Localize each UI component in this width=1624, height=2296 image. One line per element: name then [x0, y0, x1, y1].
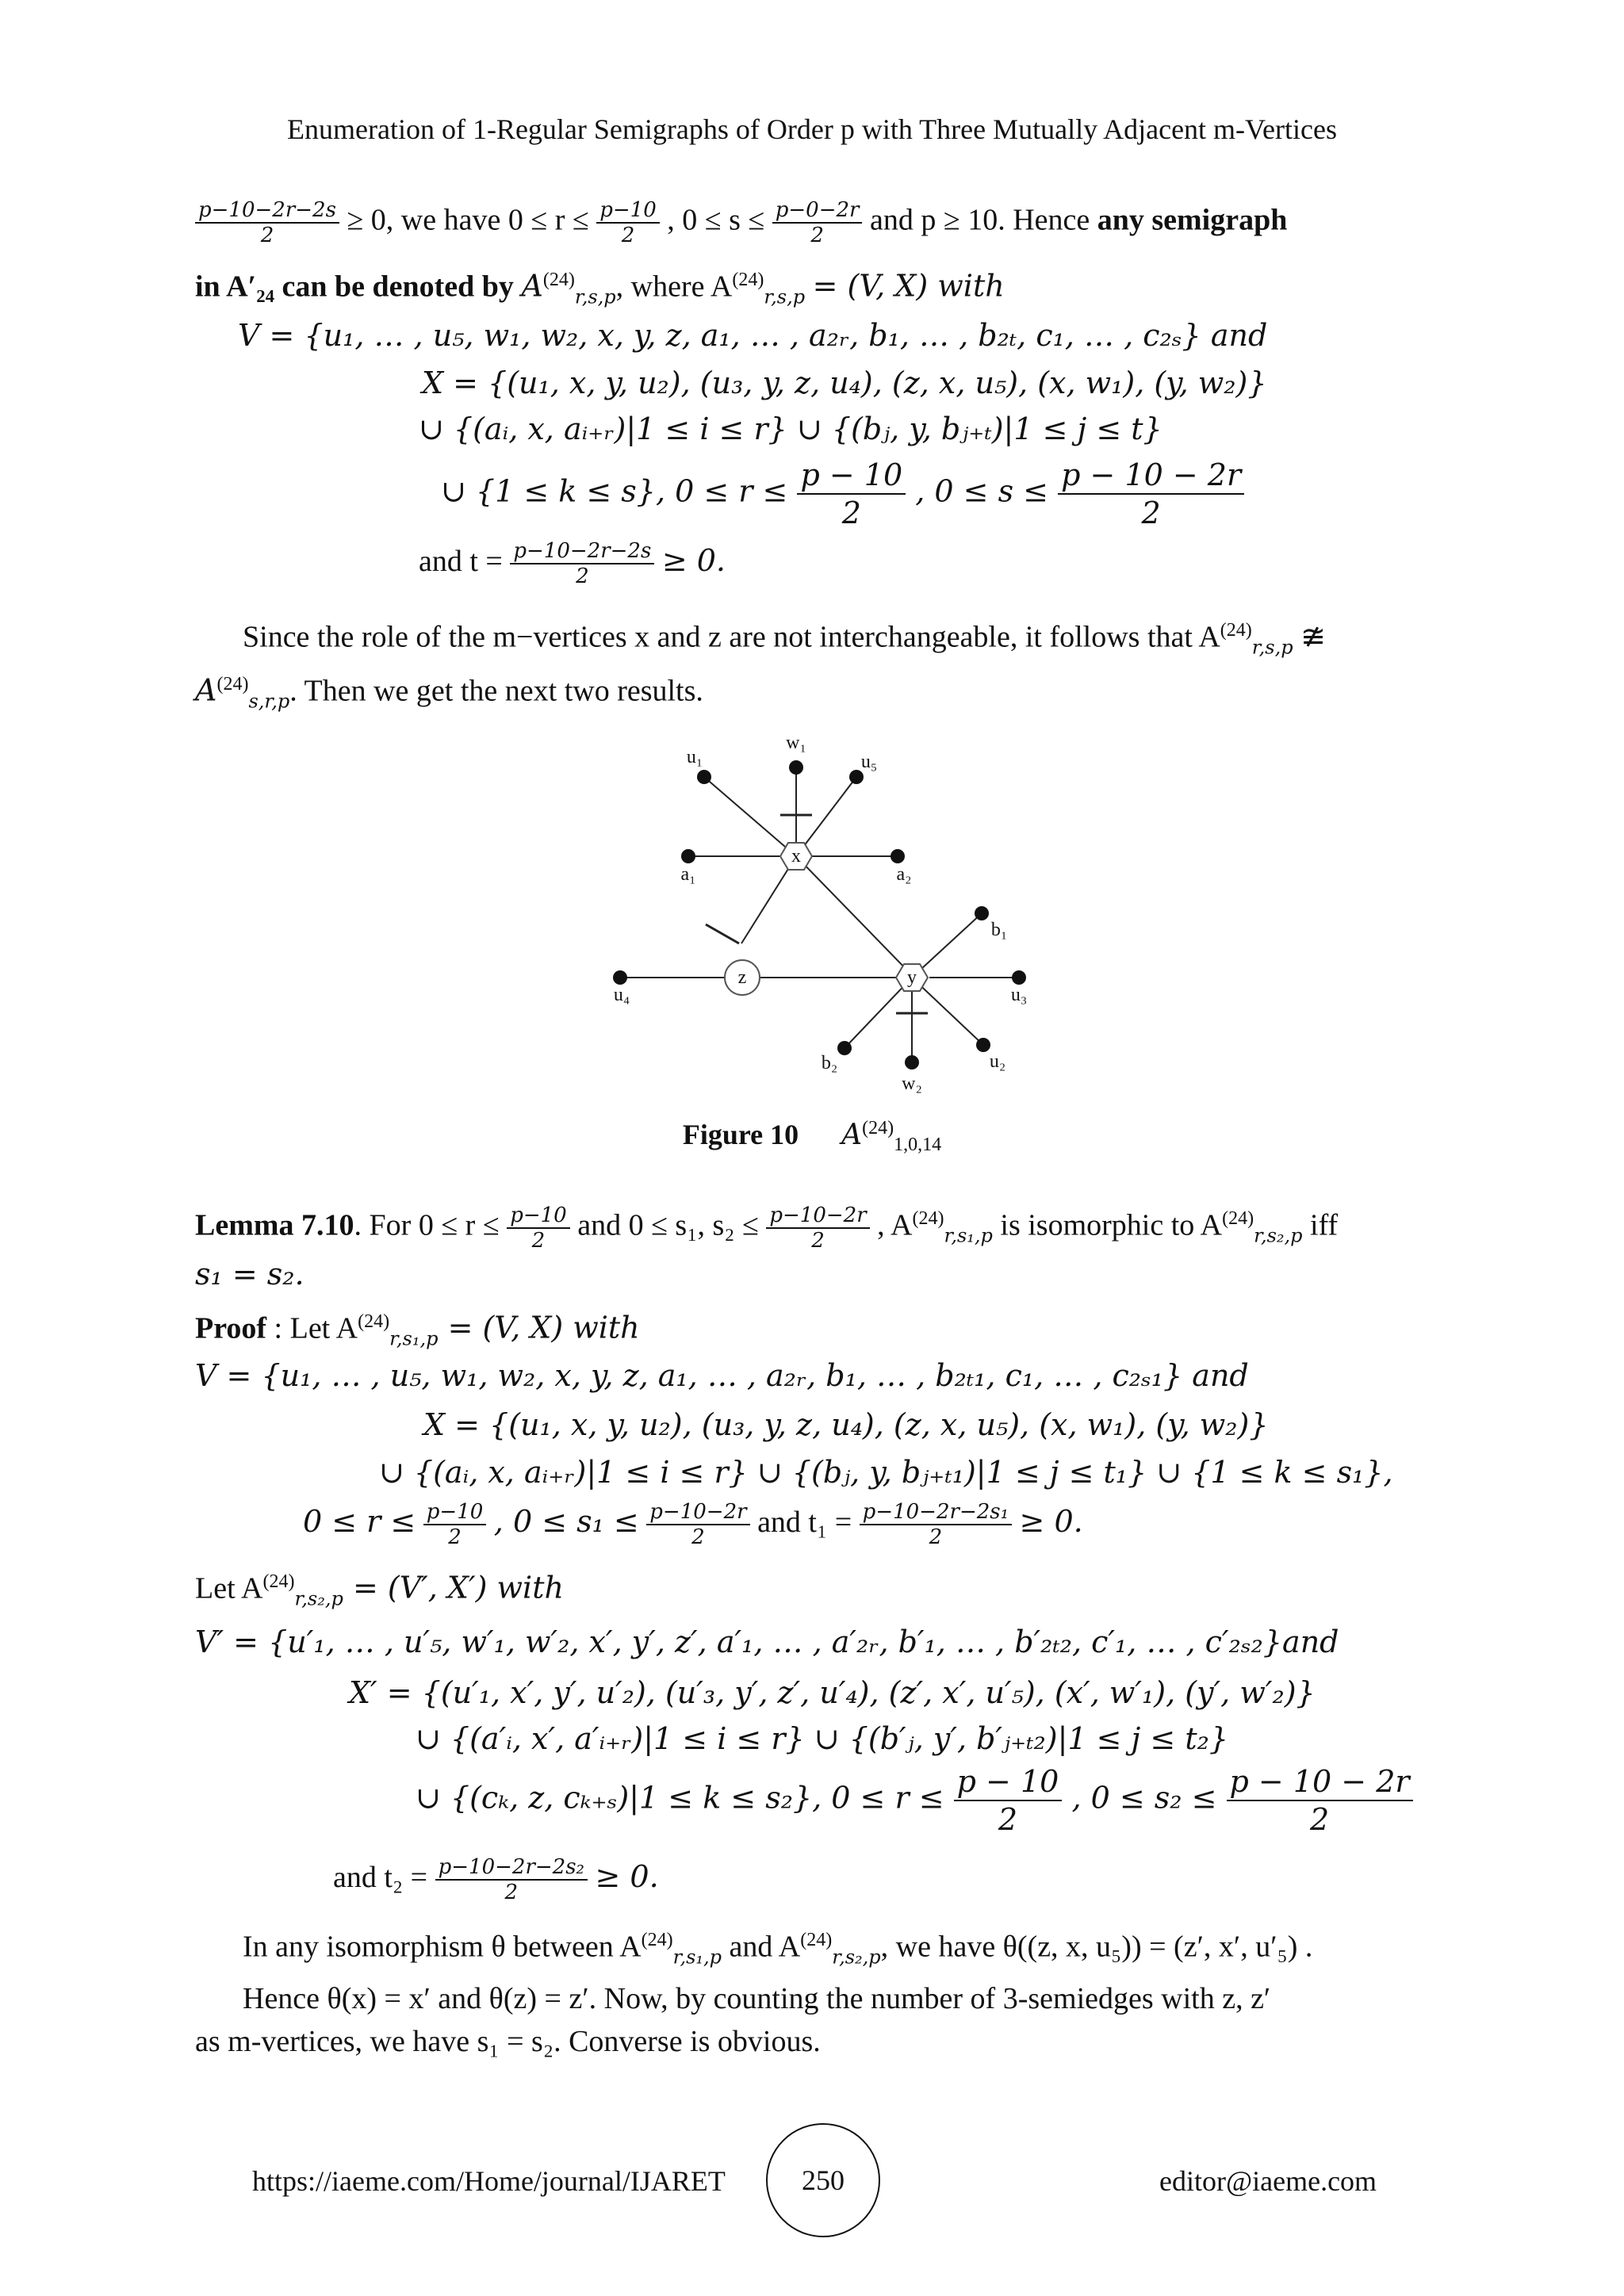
- proof-Vprime: V′ = {u′₁, … , u′₅, w′₁, w′₂, x′, y′, z′, a′₁, … , a′₂ᵣ, b′₁, … , b′₂ₜ₂, c′₁, … , c′₂ₛ₂}and: [195, 1624, 1339, 1659]
- t-bar-z: [706, 924, 739, 943]
- vertex-u4: [613, 970, 627, 985]
- figure-caption: Figure 10 $A^{(24)}_{1,0,14}$: [682, 1118, 942, 1156]
- paragraph-1-line-2: in A′₂₄ can be denoted by $A^{(24)}_{r,s,p}$, where $A^{(24)}_{r,s,p} = (V$, X) with: [195, 268, 1005, 308]
- vertex-a2: [891, 849, 905, 863]
- proof-t2: and t₂ = $\frac{\text{p−10−2r−2s₂}}{2}$ ≥ 0.: [333, 1855, 659, 1905]
- running-header: Enumeration of 1-Regular Semigraphs of Order p with Three Mutually Adjacent m-Vertices: [287, 113, 1337, 145]
- proof-isomorphism: In any isomorphism θ between $A^{(24)}_{r,s_1,p}$ and $A^{(24)}_{r,s_2,p}$, we have θ((z, x, u₅)) = (z′, x′, u′₅) .: [243, 1930, 1313, 1969]
- footer-url[interactable]: https://iaeme.com/Home/journal/IJARET: [252, 2165, 726, 2197]
- paragraph-2-line-1: Since the role of the m−vertices x and z are not interchangeable, it follows that $A^{(24)}_{r,s,p}$ ≇: [243, 620, 1326, 659]
- label-b2: b₂: [821, 1053, 838, 1073]
- lemma-line-2: s₁ = s₂.: [195, 1257, 304, 1292]
- definition-V: V = {u₁, … , u₅, w₁, w₂, x, y, z, a₁, … , a₂ᵣ, b₁, … , b₂ₜ, c₁, … , c₂ₛ} and: [238, 318, 1268, 353]
- fraction: $\frac{p-10-2r-2s}{2}$: [195, 198, 339, 247]
- proof-let-2: Let $A^{(24)}_{r,s_2,p} = (V'$, X′) with: [195, 1570, 564, 1610]
- label-a2: a₂: [896, 864, 912, 885]
- label-z: z: [737, 967, 747, 988]
- semigraph-figure: [587, 714, 1078, 1110]
- paragraph-2-line-2: $A^{(24)}_{s,r,p}$. Then we get the next two results.: [195, 672, 703, 713]
- proof-constraints: 0 ≤ r ≤ $\frac{p-10}{2}$ , 0 ≤ s₁ ≤ $\frac{p-10-2r}{2}$ and t₁ = $\frac{\text{p−10−2r−2s₁}}{2}$ ≥ 0.: [303, 1500, 1083, 1550]
- proof-union-1: ∪ {(aᵢ, x, aᵢ₊ᵣ)|1 ≤ i ≤ r} ∪ {(bⱼ, y, bⱼ₊ₜ₁)|1 ≤ j ≤ t₁} ∪ {1 ≤ k ≤ s₁},: [379, 1455, 1393, 1490]
- paragraph-1-line-1: $\frac{p-10-2r-2s}{2}$ ≥ 0, we have 0 ≤ r ≤ $\frac{p-10}{2}$ , 0 ≤ s ≤ $\frac{p-0-2r}{2}$ and p ≥ 10. Hence any semigraph: [195, 198, 1287, 247]
- edge-x-y: [796, 856, 912, 975]
- vertex-w2: [905, 1055, 919, 1070]
- vertex-a1: [681, 849, 695, 863]
- label-u1: u₁: [686, 747, 703, 767]
- footer-email[interactable]: editor@iaeme.com: [1159, 2165, 1377, 2197]
- vertex-b1: [975, 906, 989, 920]
- definition-t: and t = $\frac{p-10-2r-2s}{2}$ ≥ 0.: [419, 539, 726, 589]
- label-u5: u₅: [860, 752, 878, 772]
- label-a1: a₁: [680, 864, 696, 885]
- label-w2: w₂: [902, 1073, 922, 1094]
- definition-union-2: ∪ {1 ≤ k ≤ s}, 0 ≤ r ≤ $\frac{p - 10}{2}$ , 0 ≤ s ≤ $\frac{p - 10 - 2r}{2}$: [441, 457, 1244, 531]
- proof-Xprime: X′ = {(u′₁, x′, y′, u′₂), (u′₃, y′, z′, u′₄), (z′, x′, u′₅), (x′, w′₁), (y′, w′₂)}: [349, 1675, 1316, 1710]
- vertex-b2: [837, 1041, 852, 1055]
- label-u4: u₄: [613, 985, 630, 1005]
- vertex-u2: [976, 1038, 990, 1052]
- lemma-line-1: Lemma 7.10. For 0 ≤ r ≤ $\frac{p-10}{2}$ and 0 ≤ s₁, s₂ ≤ $\frac{p-10-2r}{2}$ , $A^{(24)}_{r,s_1,p}$ is isomorphic to $A^{(24)}_{r,s_2,p}$ iff: [195, 1203, 1339, 1253]
- vertex-w1: [789, 760, 803, 775]
- label-w1: w₁: [786, 733, 806, 753]
- proof-union-prime-2: ∪ {(cₖ, z, cₖ₊ₛ)|1 ≤ k ≤ s₂}, 0 ≤ r ≤ $\frac{p - 10}{2}$ , 0 ≤ s₂ ≤ $\frac{p - 10 - 2r}{2}$: [416, 1763, 1413, 1838]
- vertex-u3: [1012, 970, 1026, 985]
- definition-X: X = {(u₁, x, y, u₂), (u₃, y, z, u₄), (z, x, u₅), (x, w₁), (y, w₂)}: [422, 365, 1267, 400]
- label-y: y: [907, 967, 917, 988]
- edge-x-u1: [704, 777, 796, 856]
- page-number: 250: [766, 2123, 880, 2237]
- proof-X: X = {(u₁, x, y, u₂), (u₃, y, z, u₄), (z, x, u₅), (x, w₁), (y, w₂)}: [423, 1407, 1269, 1442]
- proof-hence-line-2: as m-vertices, we have s₁ = s₂. Converse is obvious.: [195, 2025, 821, 2058]
- label-u3: u₃: [1010, 985, 1028, 1005]
- label-x: x: [791, 846, 801, 867]
- definition-union-1: ∪ {(aᵢ, x, aᵢ₊ᵣ)|1 ≤ i ≤ r} ∪ {(bⱼ, y, bⱼ₊ₜ)|1 ≤ j ≤ t}: [419, 411, 1162, 446]
- label-b1: b₁: [990, 920, 1008, 940]
- proof-union-prime-1: ∪ {(a′ᵢ, x′, a′ᵢ₊ᵣ)|1 ≤ i ≤ r} ∪ {(b′ⱼ, y′, b′ⱼ₊ₜ₂)|1 ≤ j ≤ t₂}: [416, 1721, 1229, 1756]
- proof-hence-line-1: Hence θ(x) = x′ and θ(z) = z′. Now, by counting the number of 3-semiedges with z, z′: [243, 1982, 1271, 2015]
- label-u2: u₂: [989, 1051, 1006, 1072]
- vertex-u1: [697, 770, 711, 784]
- proof-V: V = {u₁, … , u₅, w₁, w₂, x, y, z, a₁, … , a₂ᵣ, b₁, … , b₂ₜ₁, c₁, … , c₂ₛ₁} and: [195, 1358, 1249, 1393]
- proof-line-1: Proof : Let $A^{(24)}_{r,s_1,p} = (V$, X) with: [195, 1310, 640, 1350]
